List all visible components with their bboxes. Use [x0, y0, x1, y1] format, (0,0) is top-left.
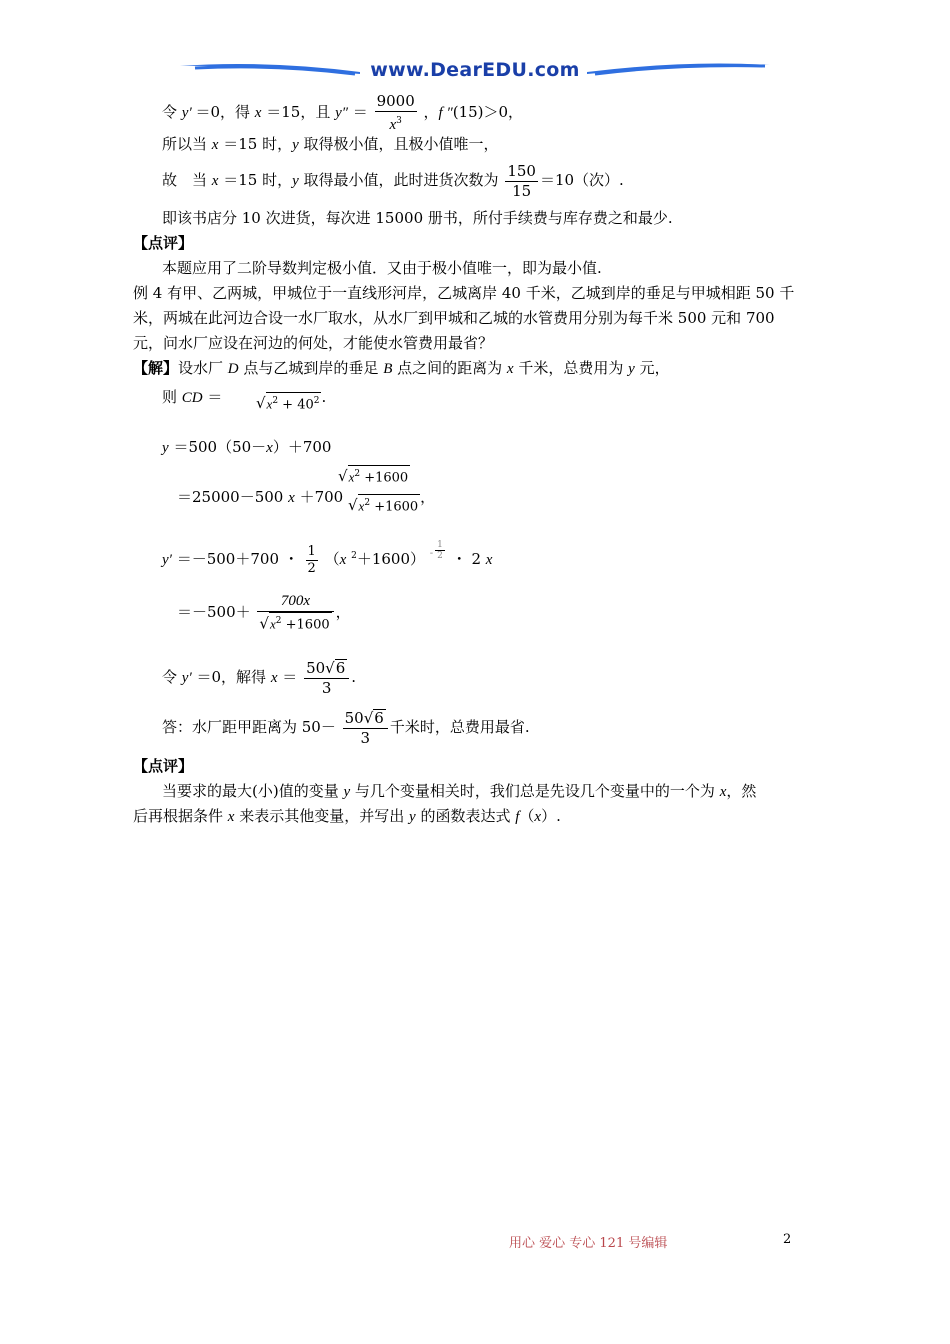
solve-x: 令 y′ ＝0，解得 x ＝ $\frac{50√6}{3}$ . — [162, 658, 357, 697]
fraction-50root6-over-3: $\frac{50√6}{3}$ — [304, 659, 349, 698]
line-3: 故 当 x ＝15 时，y 取得最小值，此时进货次数为 $\frac{150}{15}$ ＝10（次）. — [162, 161, 624, 200]
answer-line: 答：水厂距甲距离为 50－ $\frac{50√6}{3}$ 千米时，总费用最省. — [162, 708, 530, 747]
solution-intro: 【解】设水厂 D 点与乙城到岸的垂足 B 点之间的距离为 x 千米，总费用为 y 元， — [133, 359, 670, 377]
fraction-150-over-15: $\frac{150}{15}$ — [507, 161, 536, 200]
fraction-one-half: $\frac{1}{2}$ — [307, 543, 316, 576]
line-2: 所以当 x ＝15 时，y 取得极小值，且极小值唯一， — [162, 135, 499, 153]
site-header-text: www.DearEDU.com — [370, 59, 580, 81]
fraction-700x-over-sqrt: $\frac{700x}{√x^2 +1600}$ — [257, 592, 333, 633]
y-formula-1: y ＝500（50－x）＋700 $√x^2 +1600$ — [162, 438, 409, 485]
cd-formula: 则 CD ＝ $√x^2 + 40^2$ . — [162, 388, 327, 412]
y-prime-formula: y′ ＝－500＋700 ・ $\frac{1}{2}$ （x $^2$＋1600） - $\frac{1}{2}$ ・ 2 x — [162, 540, 493, 576]
review-text-2-line-2: 后再根据条件 x 来表示其他变量，并写出 y 的函数表达式 f（x）. — [133, 807, 561, 825]
page-number: 2 — [783, 1232, 792, 1247]
fraction-50root6-over-3-answer: $\frac{50√6}{3}$ — [343, 709, 388, 748]
y-formula-2: ＝25000－500 x ＋700 $√x^2 +1600$， — [177, 488, 436, 514]
line-4: 即该书店分 10 次进货，每次进 15000 册书，所付手续费与库存费之和最少. — [162, 209, 673, 227]
example4-line-3: 元，问水厂应设在河边的何处，才能使水管费用最省？ — [133, 334, 494, 352]
example4-line-2: 米，两城在此河边合设一水厂取水，从水厂到甲城和乙城的水管费用分别为每千米 500 元和 700 — [133, 309, 775, 327]
line-1: 令 y′ ＝0，得 x ＝15，且 y″ ＝ $\frac{9000}{x^3}$ ，f ″(15)＞0， — [162, 91, 524, 133]
review-label-2: 【点评】 — [133, 757, 194, 775]
footer-text: 用心 爱心 专心 121 号编辑 — [509, 1236, 668, 1251]
review-text-1: 本题应用了二阶导数判定极小值．又由于极小值唯一，即为最小值. — [162, 259, 602, 277]
review-text-2-line-1: 当要求的最大(小)值的变量 y 与几个变量相关时，我们总是先设几个变量中的一个为 x，然 — [162, 782, 757, 800]
example4-line-1: 例 4 有甲、乙两城，甲城位于一直线形河岸，乙城离岸 40 千米，乙城到岸的垂足与甲城相距 50 千 — [133, 284, 795, 302]
y-prime-formula-2: ＝－500＋ $\frac{700x}{√x^2 +1600}$ ， — [177, 593, 351, 633]
review-label-1: 【点评】 — [133, 234, 194, 252]
fraction-9000-over-x3: $\frac{9000}{x^3}$ — [376, 91, 415, 133]
